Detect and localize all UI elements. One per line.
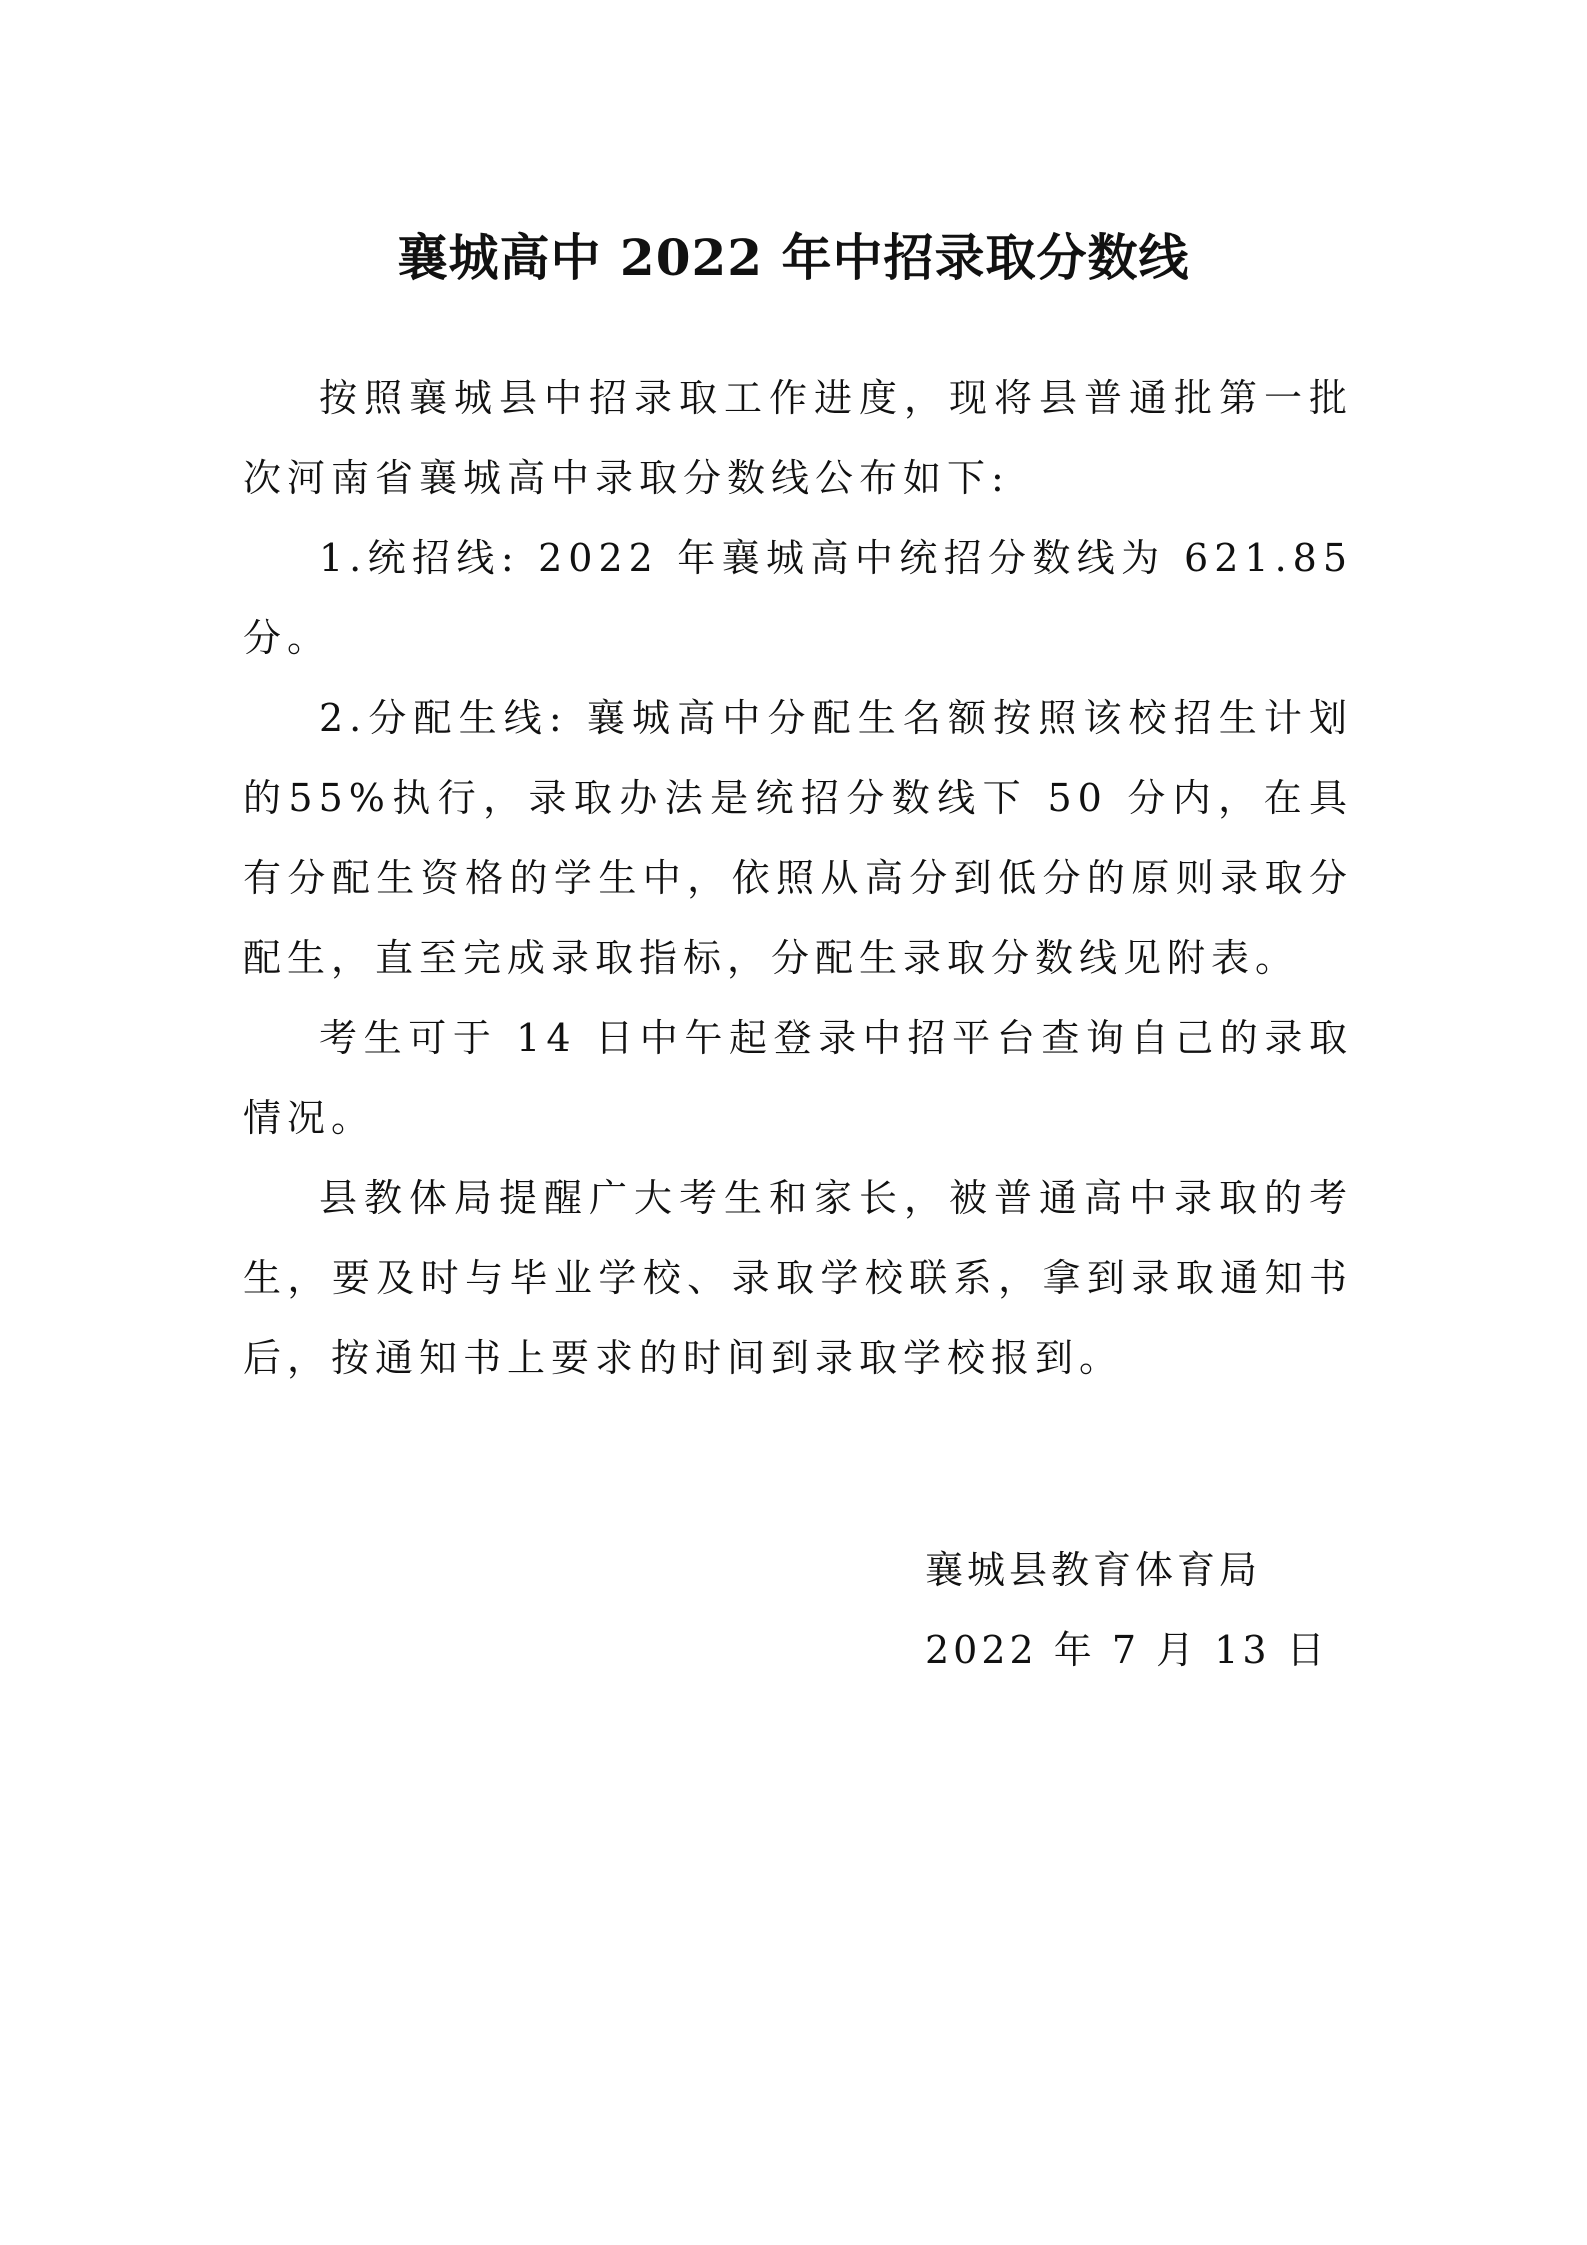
document-title: 襄城高中 2022 年中招录取分数线	[397, 228, 1190, 287]
paragraph-allocation-line: 2.分配生线: 襄城高中分配生名额按照该校招生计划的55%执行，录取办法是统招分数线下 50 分内，在具有分配生资格的学生中，依照从高分到低分的原则录取分配生，直至完成录取指标，分配生录取分数线见附表。	[243, 696, 1353, 980]
issuer-name: 襄城县教育体育局	[925, 1548, 1262, 1592]
signature-block	[925, 1530, 1385, 1690]
paragraph-unified-line: 1.统招线: 2022 年襄城高中统招分数线为 621.85 分。	[243, 536, 1353, 660]
document-body	[243, 358, 1353, 1398]
paragraph-reminder: 县教体局提醒广大考生和家长，被普通高中录取的考生，要及时与毕业学校、录取学校联系，拿到录取通知书后，按通知书上要求的时间到录取学校报到。	[243, 1176, 1353, 1380]
paragraph-intro: 按照襄城县中招录取工作进度，现将县普通批第一批次河南省襄城高中录取分数线公布如下:	[243, 376, 1353, 500]
paragraph-query-notice: 考生可于 14 日中午起登录中招平台查询自己的录取情况。	[243, 1016, 1353, 1140]
issue-date: 2022 年 7 月 13 日	[925, 1628, 1329, 1672]
